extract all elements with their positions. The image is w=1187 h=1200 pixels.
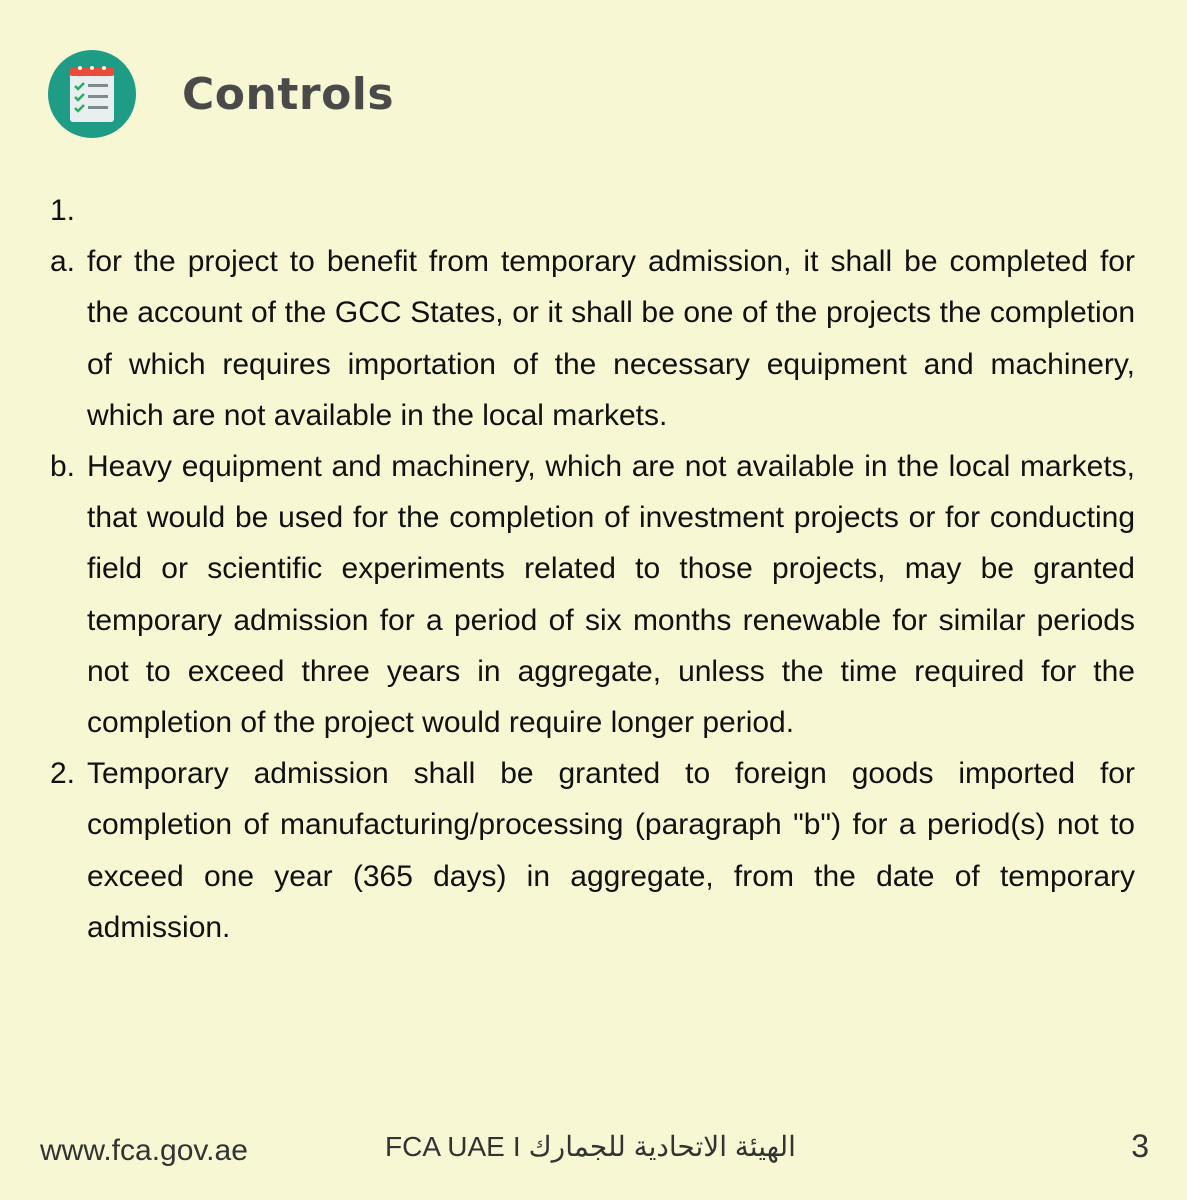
list-item	[50, 748, 1135, 953]
page-number: 3	[1131, 1128, 1149, 1164]
list-marker: 2.	[50, 757, 76, 791]
list-item	[50, 236, 1135, 441]
list-item-text	[87, 185, 1135, 236]
page-title: Controls	[182, 68, 395, 120]
list-marker: 1.	[50, 194, 76, 227]
list-item	[50, 441, 1135, 748]
list-item-text: for the project to benefit from temporary admission, it shall be completed for the account of the GCC States, or it shall be one of the projects the completion of which requires importation of the necessary equipment and machinery, which are not available in the local markets.	[87, 245, 1135, 432]
brand-separator: I	[512, 1131, 521, 1162]
list-item	[50, 185, 1135, 236]
controls-list	[50, 185, 1135, 953]
page-header	[48, 50, 394, 138]
website-link[interactable]: www.fca.gov.ae	[40, 1134, 248, 1167]
list-marker: b.	[50, 450, 76, 484]
page-footer	[0, 1120, 1187, 1180]
brand-label	[385, 1130, 796, 1163]
list-item-text: Heavy equipment and machinery, which are not available in the local markets, that would be used for the completion of investment projects or for conducting field or scientific experiments related to those projects, may be granted temporary admission for a period of six months renewable for similar periods not to exceed three years in aggregate, unless the time required for the completion of the project would require longer period.	[87, 450, 1135, 740]
list-item-text: Temporary admission shall be granted to foreign goods imported for completion of manufacturing/processing (paragraph "b") for a period(s) not to exceed one year (365 days) in aggregate, from the date of temporary admission.	[87, 757, 1135, 944]
brand-name-ar: الهيئة الاتحادية للجمارك	[528, 1131, 796, 1162]
list-marker: a.	[50, 245, 76, 279]
brand-name-en: FCA UAE	[385, 1131, 505, 1162]
checklist-icon	[48, 50, 136, 138]
